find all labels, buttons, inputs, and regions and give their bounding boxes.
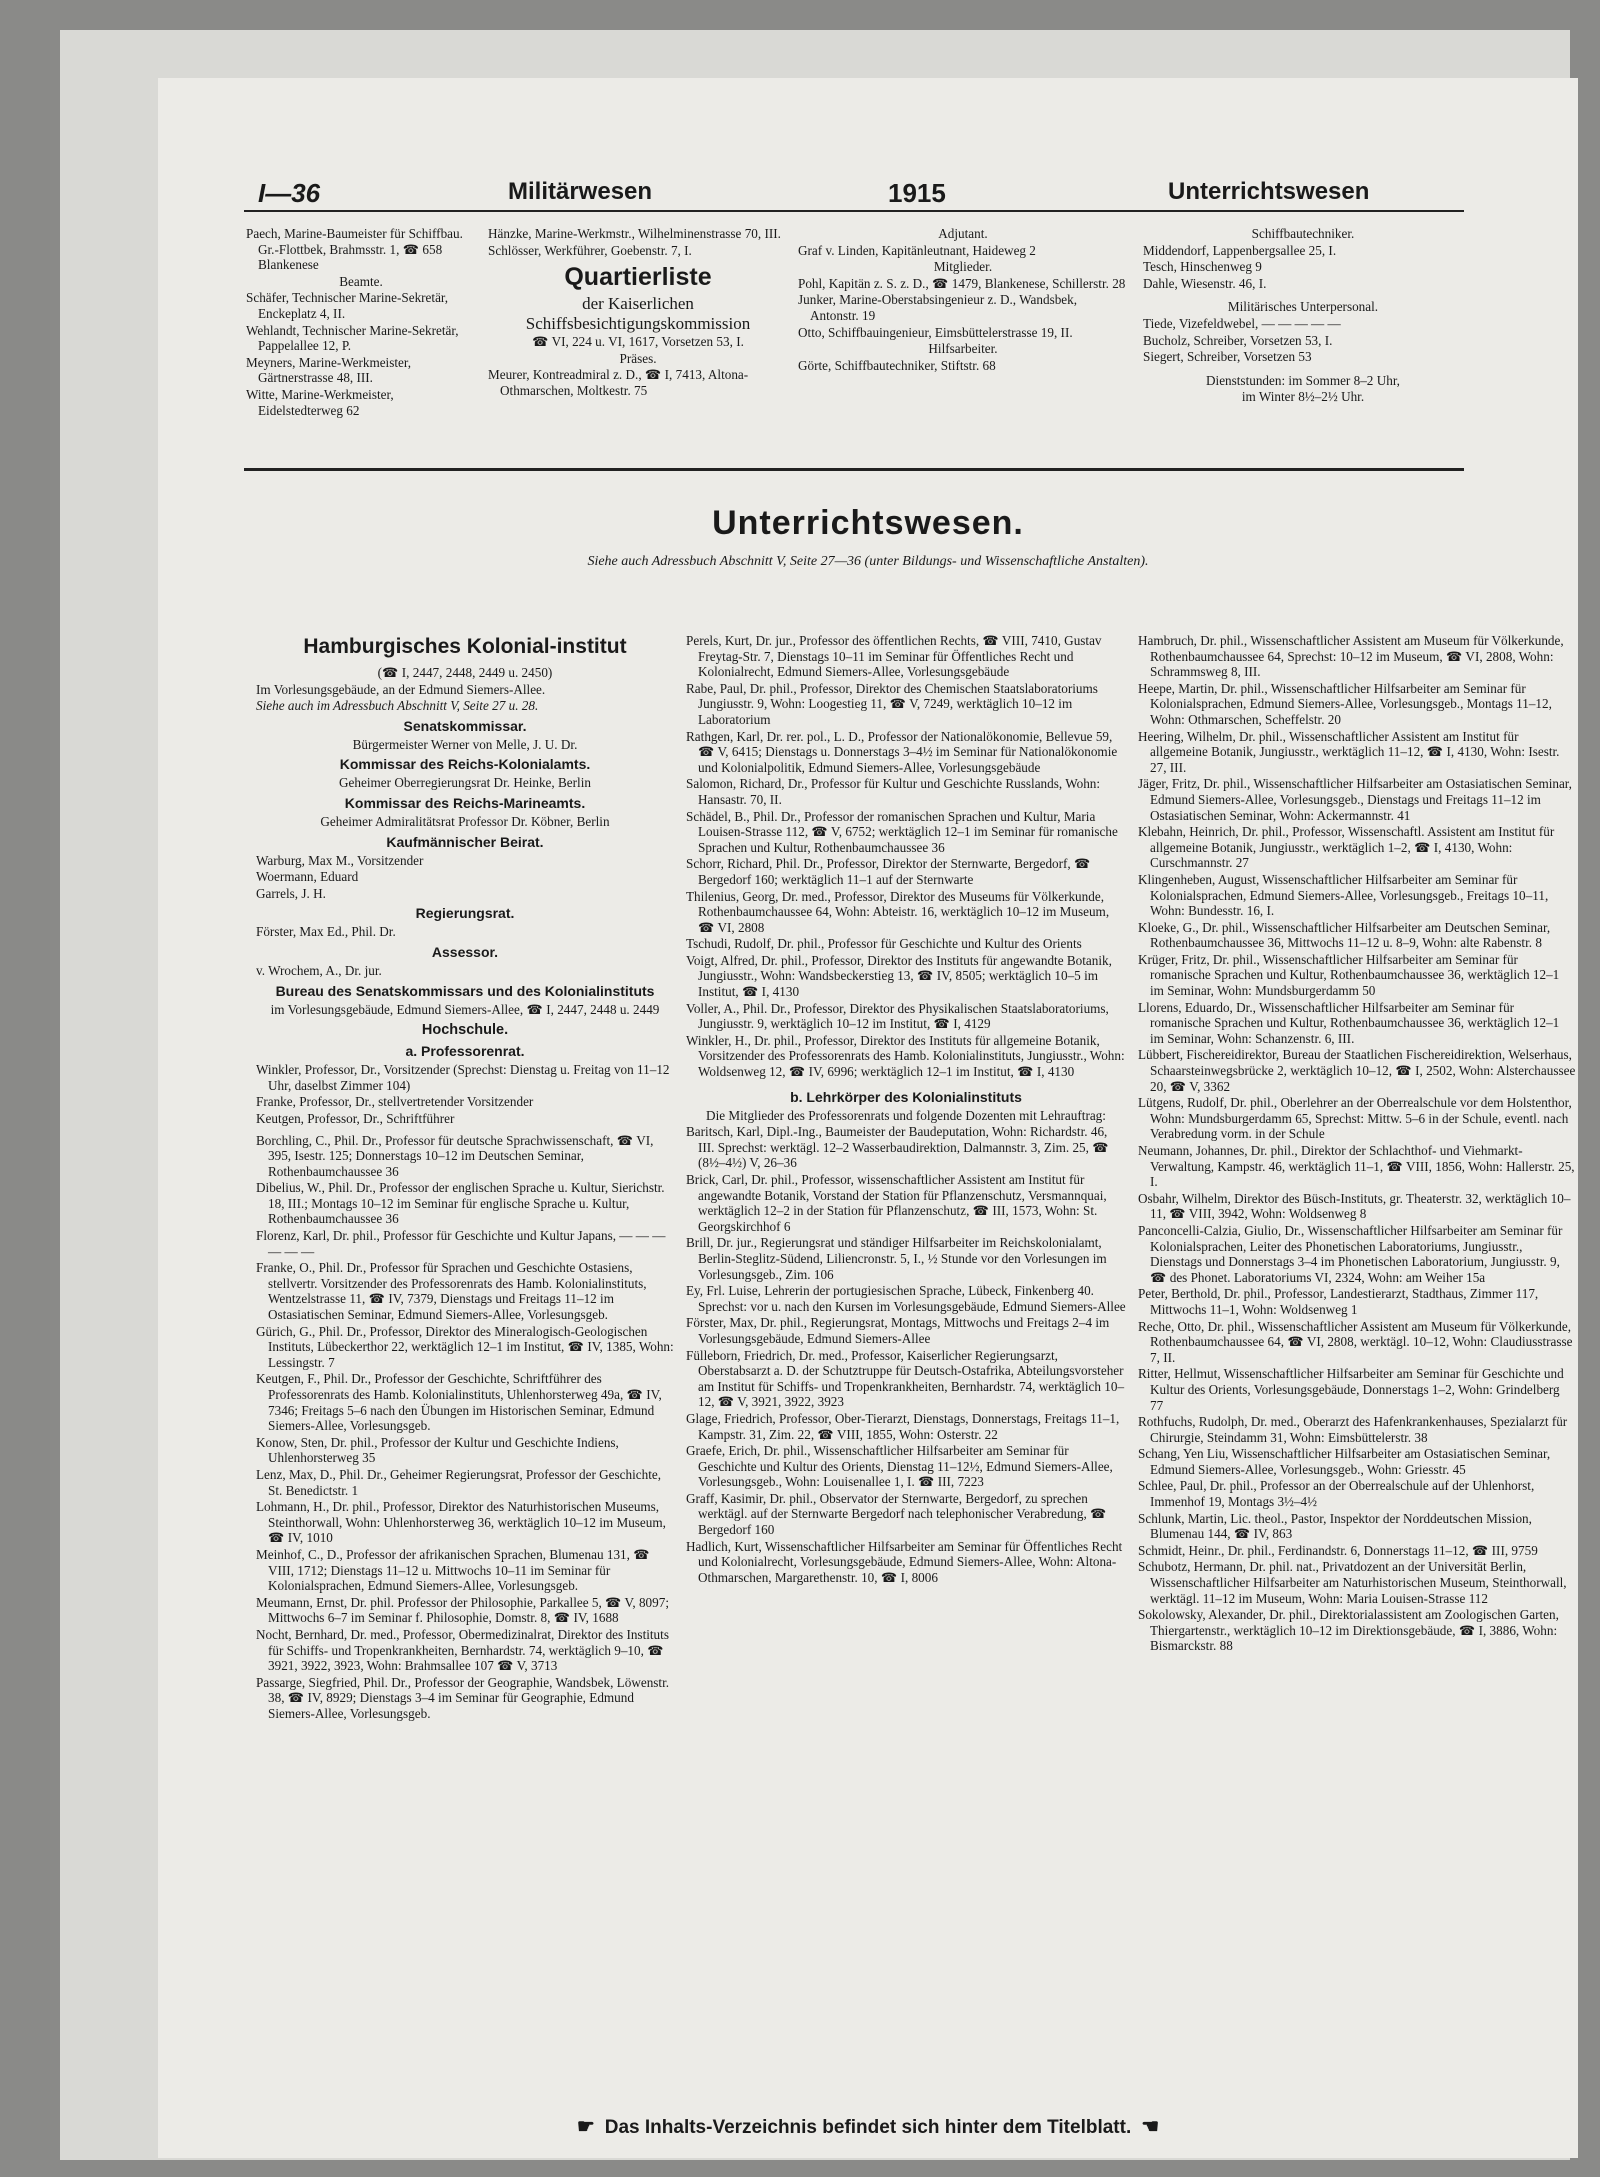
entry: Tesch, Hinschenweg 9	[1143, 259, 1262, 275]
entry: Bucholz, Schreiber, Vorsetzen 53, I.	[1143, 332, 1333, 348]
entry: Baritsch, Karl, Dipl.-Ing., Baumeister der Baudeputation, Wohn: Richardstr. 46, III. Sprechst: werktägl. 12–2 Wasserbaudirektion, Dalmannstr. 3, Zim. 25, ☎ (8½–4½) V, 26–36	[686, 1124, 1109, 1171]
entry: Klebahn, Heinrich, Dr. phil., Professor, Wissenschaftl. Assistent am Institut für allgemeine Botanik, Jungiusstr., werktäglich 1–2, ☎ I, 4130, Wohn: Curschmannstr. 27	[1138, 824, 1555, 871]
entry: Keutgen, Professor, Dr., Schriftführer	[256, 1110, 455, 1126]
entry: Jäger, Fritz, Dr. phil., Wissenschaftlicher Hilfsarbeiter am Ostasiatischen Seminar, Edmund Siemers-Allee, Vorlesungsgeb., Dienstags und Freitags 11–12 im Ostasiatischen Seminar, Wohn: Ackermannstr. 41	[1138, 776, 1572, 823]
entry: Rothfuchs, Rudolph, Dr. med., Oberarzt des Hafenkrankenhauses, Spezialarzt für Chirurgie, Steindamm 31, Wohn: Eimsbüttelerstr. 38	[1138, 1414, 1568, 1445]
entry: Graefe, Erich, Dr. phil., Wissenschaftlicher Hilfsarbeiter am Seminar für Geschichte und Kultur des Orients, Dienstag 11–12½, Edmund Siemers-Allee, Vorlesungsgeb., Wohn: Louisenallee 1, I. ☎ III, 7223	[686, 1443, 1113, 1490]
entry: Schmidt, Heinr., Dr. phil., Ferdinandstr. 6, Donnerstags 11–12, ☎ III, 9759	[1138, 1542, 1538, 1558]
top-column-3	[798, 226, 1128, 374]
entry: Hadlich, Kurt, Wissenschaftlicher Hilfsarbeiter am Seminar für Öffentliches Recht und Kolonialrecht, Vorlesungsgebäude, Edmund Siemers-Allee, Wohn: Altona-Othmarschen, Margarethenstr. 10, ☎ I, 8006	[686, 1538, 1123, 1585]
entry: Glage, Friedrich, Professor, Ober-Tierarzt, Dienstags, Donnerstags, Freitags 11–1, Kampstr. 31, Zim. 22, ☎ VIII, 1855, Wohn: Osterstr. 22	[686, 1410, 1120, 1442]
office-hours: im Winter 8½–2½ Uhr.	[1241, 389, 1365, 405]
subheading: Mitglieder.	[933, 259, 993, 275]
entry: Junker, Marine-Oberstabsingenieur z. D., Wandsbek, Antonstr. 19	[798, 292, 1078, 323]
section-rule	[244, 468, 1464, 471]
entry: Peter, Berthold, Dr. phil., Professor, Landestierarzt, Stadthaus, Zimmer 117, Mittwochs 11–1, Wohn: Woldsenweg 1	[1138, 1286, 1539, 1317]
entry: Geheimer Admiralitätsrat Professor Dr. Köbner, Berlin	[320, 813, 610, 829]
entry: Hambruch, Dr. phil., Wissenschaftlicher Assistent am Museum für Völkerkunde, Rothenbaumchaussee 64, Sprechst: 10–12 im Museum, ☎ VI, 2808, Wohn: Schrammsweg 8, III.	[1138, 633, 1564, 680]
entry: Lohmann, H., Dr. phil., Professor, Direktor des Naturhistorischen Museums, Steinthorwall, Wohn: Uhlenhorsterweg 36, werktäglich 10–12 im Museum, ☎ IV, 1010	[256, 1499, 666, 1546]
entry: Voigt, Alfred, Dr. phil., Professor, Direktor des Instituts für angewandte Botanik, Jungiusstr., Wohn: Wandsbeckerstieg 13, ☎ IV, 8505; werktäglich 10–5 im Institut, ☎ I, 4130	[686, 952, 1112, 1000]
subheading: Schiffbautechniker.	[1251, 226, 1355, 241]
footer-text: Das Inhalts-Verzeichnis befindet sich hinter dem Titelblatt.	[604, 2117, 1132, 2138]
subheading: Beamte.	[339, 273, 383, 289]
entry: Kloeke, G., Dr. phil., Wissenschaftlicher Hilfsarbeiter am Deutschen Seminar, Rothenbaumchaussee 36, Mittwochs 11–12 u. 8–9, Wohn: alte Rabenstr. 8	[1138, 919, 1551, 951]
entry: Görte, Schiffbautechniker, Stiftstr. 68	[798, 357, 996, 373]
office-hours: Dienststunden: im Sommer 8–2 Uhr,	[1206, 372, 1400, 388]
section-subtitle: Siehe auch Adressbuch Abschnitt V, Seite 27—36 (unter Bildungs- und Wissenschaftliche Anstalten).	[587, 554, 1149, 569]
page-number: I—36	[258, 178, 321, 208]
subheading: Hilfsarbeiter.	[928, 341, 998, 357]
entry: Meinhof, C., D., Professor der afrikanischen Sprachen, Blumenau 131, ☎ VIII, 1712; Dienstags 11–12 u. Mittwochs 10–11 im Seminar für Kolonialsprachen, Edmund Siemers-Allee, Vorlesungsgeb.	[256, 1546, 650, 1594]
entry: Paech, Marine-Baumeister für Schiffbau. Gr.-Flottbek, Brahmsstr. 1, ☎ 658 Blankenese	[246, 226, 463, 273]
entry: Garrels, J. H.	[256, 885, 326, 901]
entry: Meyners, Marine-Werkmeister, Gärtnerstrasse 48, III.	[246, 354, 412, 386]
entry: v. Wrochem, A., Dr. jur.	[256, 962, 382, 978]
institute-title: Hamburgisches Kolonial-institut	[303, 635, 627, 658]
entry: Passarge, Siegfried, Phil. Dr., Professor der Geographie, Wandsbek, Löwenstr. 38, ☎ IV, 8929; Dienstags 3–4 im Seminar für Geographie, Edmund Siemers-Allee, Vorlesungsgeb.	[256, 1674, 670, 1721]
section-title: Unterrichtswesen.	[712, 504, 1024, 542]
entry: Geheimer Oberregierungsrat Dr. Heinke, Berlin	[339, 775, 591, 791]
subheading: Militärisches Unterpersonal.	[1227, 299, 1379, 315]
entry: Schlösser, Werkführer, Goebenstr. 7, I.	[488, 242, 692, 258]
body-column-3	[1138, 633, 1576, 1655]
entry: Wehlandt, Technischer Marine-Sekretär, Pappelallee 12, P.	[246, 322, 459, 354]
entry: Siehe auch im Adressbuch Abschnitt V, Seite 27 u. 28.	[256, 698, 539, 714]
subheading: Präses.	[619, 350, 657, 366]
entry: Middendorf, Lappenbergsallee 25, I.	[1143, 242, 1337, 258]
entry: Lenz, Max, D., Phil. Dr., Geheimer Regierungsrat, Professor der Geschichte, St. Benedictstr. 1	[256, 1466, 662, 1498]
entry: Hänzke, Marine-Werkmstr., Wilhelminenstrasse 70, III.	[488, 226, 781, 241]
entry: Meurer, Kontreadmiral z. D., ☎ I, 7413, Altona-Othmarschen, Moltkestr. 75	[488, 367, 749, 398]
entry: Brick, Carl, Dr. phil., Professor, wissenschaftlicher Assistent am Institut für angewandte Botanik, Vorstand der Station für Pflanzenschutz, Versmannquai, werktäglich 12–2 in der Station für Pflanzenschutz, ☎ III, 1573, Wohn: St. Georgskirchhof 6	[686, 1172, 1107, 1234]
entry: Thilenius, Georg, Dr. med., Professor, Direktor des Museums für Völkerkunde, Rothenbaumchaussee 64, Wohn: Abteistr. 16, werktäglich 10–12 im Museum, ☎ VI, 2808	[686, 888, 1110, 935]
running-head	[158, 178, 1578, 218]
intro: Die Mitglieder des Professorenrats und folgende Dozenten mit Lehrauftrag:	[706, 1107, 1106, 1123]
entry: Schang, Yen Liu, Wissenschaftlicher Hilfsarbeiter am Ostasiatischen Seminar, Edmund Siemers-Allee, Vorlesungsgeb., Wohn: Griesstr. 45	[1138, 1446, 1551, 1477]
quartierliste-title: Quartierliste	[564, 263, 712, 292]
entry: Rathgen, Karl, Dr. rer. pol., L. D., Professor der Nationalökonomie, Bellevue 59, ☎ V, 6415; Dienstags u. Donnerstags 3–4½ im Seminar für Nationalökonomie und Kolonialpolitik, Edmund Siemers-Allee, Vorlesungsgebäude	[686, 728, 1118, 775]
entry: Graff, Kasimir, Dr. phil., Observator der Sternwarte, Bergedorf, zu sprechen werktägl. auf der Sternwarte Bergedorf nach telephonischer Verabredung, ☎ Bergedorf 160	[686, 1490, 1107, 1538]
entry: Ey, Frl. Luise, Lehrerin der portugiesischen Sprache, Lübeck, Finkenberg 40. Sprechst: vor u. nach den Kursen im Vorlesungsgebäude, Edmund Siemers-Allee	[686, 1283, 1126, 1314]
entry: Meumann, Ernst, Dr. phil. Professor der Philosophie, Parkallee 5, ☎ V, 8097; Mittwochs 6–7 im Seminar f. Philosophie, Domstr. 8, ☎ IV, 1688	[256, 1594, 669, 1626]
body-column-2	[686, 633, 1126, 1586]
entry: Krüger, Fritz, Dr. phil., Wissenschaftlicher Hilfsarbeiter am Seminar für romanische Sprachen und Kultur, Rothenbaumchaussee 36, werktäglich 12–1 im Seminar, Wohn: Mundsburgerdamm 50	[1138, 951, 1560, 999]
entry: ☎ VI, 224 u. VI, 1617, Vorsetzen 53, I.	[532, 334, 744, 350]
entry: Borchling, C., Phil. Dr., Professor für deutsche Sprachwissenschaft, ☎ VI, 395, Isestr. 125; Donnerstags 10–12 im Deutschen Seminar, Rothenbaumchaussee 36	[256, 1132, 654, 1179]
entry: Siegert, Schreiber, Vorsetzen 53	[1143, 349, 1312, 365]
heading: Senatskommissar.	[403, 717, 527, 734]
entry: Llorens, Eduardo, Dr., Wissenschaftlicher Hilfsarbeiter am Seminar für romanische Sprachen und Kultur, Rothenbaumchaussee 36, werktäglich 12–1 im Seminar, Wohn: Schanzenstr. 6, III.	[1138, 999, 1560, 1046]
entry: Reche, Otto, Dr. phil., Wissenschaftlicher Assistent am Museum für Völkerkunde, Rothenbaumchaussee 64, ☎ VI, 2808, werktägl. 10–12, Wohn: Claudiusstrasse 7, II.	[1138, 1318, 1573, 1365]
entry: Schubotz, Hermann, Dr. phil. nat., Privatdozent an der Universität Berlin, Wissenschaftlicher Hilfsarbeiter am Naturhistorischen Museum, Steinthorwall, werktägl. 11–12 im Museum, Wohn: Maria Louisen-Strasse 112	[1138, 1559, 1567, 1606]
entry: Graf v. Linden, Kapitänleutnant, Haideweg 2	[798, 242, 1036, 258]
entry: Konow, Sten, Dr. phil., Professor der Kultur und Geschichte Indiens, Uhlenhorsterweg 35	[256, 1434, 619, 1466]
entry: Schorr, Richard, Phil. Dr., Professor, Direktor der Sternwarte, Bergedorf, ☎ Bergedorf 160; werktäglich 11–1 auf der Sternwarte	[686, 856, 1091, 887]
entry: Dibelius, W., Phil. Dr., Professor der englischen Sprache u. Kultur, Sierichstr. 18, III.; Montags 10–12 im Seminar für englische Sprache u. Kultur, Rothenbaumchaussee 36	[256, 1180, 665, 1227]
entry: Förster, Max Ed., Phil. Dr.	[256, 924, 396, 940]
entry: Dahle, Wiesenstr. 46, I.	[1143, 275, 1267, 291]
pointing-hand-left-icon: ☚	[1141, 2116, 1160, 2138]
entry: Heepe, Martin, Dr. phil., Wissenschaftlicher Hilfsarbeiter am Seminar für Kolonialsprachen, Edmund Siemers-Allee, Vorlesungsgeb., Montags 11–12, Wohn: Othmarschen, Scheffelstr. 20	[1138, 680, 1552, 727]
entry: im Vorlesungsgebäude, Edmund Siemers-Allee, ☎ I, 2447, 2448 u. 2449	[270, 1001, 660, 1017]
entry: Fülleborn, Friedrich, Dr. med., Professor, Kaiserlicher Regierungsarzt, Oberstabsarzt a. D. der Schutztruppe für Deutsch-Ostafrika, Abteilungsvorsteher am Institut für Schiffs- und Tropenkrankheiten, Bernhardstr. 74, werktäglich 10–12, ☎ V, 3921, 3922, 3923	[686, 1347, 1125, 1410]
heading: Kommissar des Reichs-Marineamts.	[344, 794, 586, 811]
right-section-title: Unterrichtswesen	[1168, 178, 1370, 205]
entry: Rabe, Paul, Dr. phil., Professor, Direktor des Chemischen Staatslaboratoriums Jungiusstr. 9, Wohn: Loogestieg 11, ☎ V, 7249, werktäglich 10–12 im Laboratorium	[686, 680, 1098, 727]
left-section-title: Militärwesen	[508, 178, 653, 205]
entry: Tschudi, Rudolf, Dr. phil., Professor für Geschichte und Kultur des Orients	[686, 936, 1082, 952]
body-column-1	[256, 633, 674, 1722]
year: 1915	[888, 178, 946, 208]
entry: Schlunk, Martin, Lic. theol., Pastor, Inspektor der Norddeutschen Mission, Blumenau 144, ☎ IV, 863	[1138, 1510, 1532, 1542]
entry: Otto, Schiffbauingenieur, Eimsbüttelerstrasse 19, II.	[798, 324, 1073, 340]
entry: Schädel, B., Phil. Dr., Professor der romanischen Sprachen und Kultur, Maria Louisen-Strasse 112, ☎ V, 6752; werktäglich 12–1 im Seminar für romanische Sprachen und Kultur, Rothenbaumchaussee 36	[686, 808, 1118, 855]
top-column-2	[488, 226, 788, 400]
quartierliste-subtitle-1: der Kaiserlichen	[582, 294, 694, 314]
entry: Warburg, Max M., Vorsitzender	[256, 852, 424, 868]
entry: Gürich, G., Phil. Dr., Professor, Direktor des Mineralogisch-Geologischen Instituts, Lübeckerthor 22, werktäglich 12–1 im Institut, ☎ IV, 1385, Wohn: Lessingstr. 7	[256, 1323, 674, 1370]
entry: Klingenheben, August, Wissenschaftlicher Hilfsarbeiter am Seminar für Kolonialsprachen, Edmund Siemers-Allee, Vorlesungsgeb., Freitags 10–11, Wohn: Bundesstr. 16, I.	[1138, 871, 1549, 919]
entry: Winkler, Professor, Dr., Vorsitzender (Sprechst: Dienstag u. Freitag von 11–12 Uhr, daselbst Zimmer 104)	[256, 1062, 670, 1093]
entry: Salomon, Richard, Dr., Professor für Kultur und Geschichte Russlands, Wohn: Hansastr. 70, II.	[686, 776, 1101, 807]
entry: Brill, Dr. jur., Regierungsrat und ständiger Hilfsarbeiter im Reichskolonialamt, Berlin-Steglitz-Südend, Liliencronstr. 5, I., ½ Stunde vor den Vorlesungen im Vorlesungsgeb., Zim. 106	[686, 1235, 1107, 1282]
entry: Voller, A., Phil. Dr., Professor, Direktor des Physikalischen Staatslaboratoriums, Jungiusstr. 9, werktäglich 10–12 im Institut, ☎ I, 4129	[686, 1000, 1109, 1032]
entry: Tiede, Vizefeldwebel, — — — — —	[1143, 315, 1341, 331]
entry: Florenz, Karl, Dr. phil., Professor für Geschichte und Kultur Japans, — — — — — —	[256, 1228, 666, 1259]
entry: Schäfer, Technischer Marine-Sekretär, Enckeplatz 4, II.	[246, 290, 449, 321]
entry: Witte, Marine-Werkmeister, Eidelstedterweg 62	[246, 386, 394, 418]
top-column-1	[246, 226, 476, 419]
entry: Panconcelli-Calzia, Giulio, Dr., Wissenschaftlicher Hilfsarbeiter am Seminar für Kolonialsprachen, Leiter des Phonetischen Laboratoriums, Jungiusstr., Dienstags und Donnerstags 3–4 im Phonetischen Laboratorium, Jungiusstr. 9, ☎ des Phonet. Laboratoriums VI, 2324, Wohn: am Weiher 15a	[1138, 1222, 1563, 1285]
entry: Franke, O., Phil. Dr., Professor für Sprachen und Geschichte Ostasiens, stellvertr. Vorsitzender des Professorenrats des Hamb. Kolonialinstituts, Wentzelstrasse 11, ☎ IV, 7379, Dienstags und Freitags 11–12 im Ostasiatischen Seminar, Edmund Siemers-Allee, Vorlesungsgeb.	[256, 1260, 647, 1323]
top-column-4	[1143, 226, 1463, 406]
header-rule	[244, 210, 1464, 212]
heading: Kaufmännischer Beirat.	[386, 833, 544, 850]
entry: Winkler, H., Dr. phil., Professor, Direktor des Instituts für allgemeine Botanik, Vorsitzender des Professorenrats des Hamb. Kolonialinstituts, Jungiusstr., Wohn: Woldsenweg 12, ☎ IV, 6996; werktäglich 12–1 im Institut, ☎ I, 4130	[686, 1032, 1125, 1080]
entry: Im Vorlesungsgebäude, an der Edmund Siemers-Allee.	[256, 681, 546, 697]
entry: Pohl, Kapitän z. S. z. D., ☎ 1479, Blankenese, Schillerstr. 28	[798, 275, 1126, 291]
heading: a. Professorenrat.	[405, 1043, 525, 1060]
subheading: Adjutant.	[938, 226, 988, 241]
heading: Regierungsrat.	[415, 905, 515, 922]
entry: Lübbert, Fischereidirektor, Bureau der Staatlichen Fischereidirektion, Welserhaus, Schaarsteinwegsbrücke 2, werktäglich 10–12, ☎ I, 2502, Wohn: Alsterchaussee 20, ☎ V, 3362	[1138, 1047, 1576, 1094]
entry: Franke, Professor, Dr., stellvertretender Vorsitzender	[256, 1094, 534, 1110]
footer-note	[158, 2114, 1578, 2139]
entry: Keutgen, F., Phil. Dr., Professor der Geschichte, Schriftführer des Professorenrats des Hamb. Kolonialinstituts, Uhlenhorsterweg 49a, ☎ IV, 7346; Freitags 5–6 nach den Übungen im Historischen Seminar, Edmund Siemers-Allee, Vorlesungsgeb.	[256, 1371, 662, 1434]
entry: Woermann, Eduard	[256, 869, 359, 885]
entry: Nocht, Bernhard, Dr. med., Professor, Obermedizinalrat, Direktor des Instituts für Schiffs- und Tropenkrankheiten, Bernhardstr. 74, werktäglich 9–10, ☎ 3921, 3922, 3923, Wohn: Brahmsallee 107 ☎ V, 3713	[256, 1626, 669, 1674]
heading: Assessor.	[431, 943, 499, 960]
quartierliste-subtitle-2: Schiffsbesichtigungskommission	[525, 314, 751, 334]
entry: Osbahr, Wilhelm, Direktor des Büsch-Instituts, gr. Theaterstr. 32, werktäglich 10–11, ☎ VIII, 3942, Wohn: Woldsenweg 8	[1138, 1190, 1571, 1222]
entry: Ritter, Hellmut, Wissenschaftlicher Hilfsarbeiter am Seminar für Geschichte und Kultur des Orients, Vorlesungsgebäude, Donnerstags 1–2, Wohn: Grindelberg 77	[1138, 1366, 1564, 1413]
paper-sheet	[60, 30, 1576, 2160]
heading: Kommissar des Reichs-Kolonialamts.	[339, 756, 591, 773]
page	[158, 78, 1578, 2158]
entry: Sokolowsky, Alexander, Dr. phil., Direktorialassistent am Zoologischen Garten, Thiergartenstr., werktäglich 10–12 im Direktionsgebäude, ☎ I, 3886, Wohn: Bismarckstr. 88	[1138, 1607, 1559, 1654]
entry: Förster, Max, Dr. phil., Regierungsrat, Montags, Mittwochs und Freitags 2–4 im Vorlesungsgebäude, Edmund Siemers-Allee	[686, 1315, 1110, 1346]
entry: Perels, Kurt, Dr. jur., Professor des öffentlichen Rechts, ☎ VIII, 7410, Gustav Freytag-Str. 7, Dienstags 10–11 im Seminar für Öffentliches Recht und Kolonialrecht, Edmund Siemers-Allee, Vorlesungsgebäude	[686, 633, 1102, 680]
institute-phone: (☎ I, 2447, 2448, 2449 u. 2450)	[377, 665, 553, 680]
heading: b. Lehrkörper des Kolonialinstituts	[790, 1088, 1022, 1105]
entry: Schlee, Paul, Dr. phil., Professor an der Oberrealschule auf der Uhlenhorst, Immenhof 19, Montags 3½–4½	[1138, 1478, 1535, 1510]
entry: Lütgens, Rudolf, Dr. phil., Oberlehrer an der Oberrealschule vor dem Holstenthor, Wohn: Mundsburgerdamm 65, Sprechst: Mittw. 5–6 in der Schule, eventl. nach Verabredung vorm. in der Schule	[1138, 1095, 1572, 1142]
entry: Bürgermeister Werner von Melle, J. U. Dr.	[352, 736, 578, 752]
heading: Hochschule.	[421, 1022, 509, 1039]
heading: Bureau des Senatskommissars und des Kolonialinstituts	[275, 982, 655, 999]
entry: Heering, Wilhelm, Dr. phil., Wissenschaftlicher Assistent am Institut für allgemeine Botanik, Jungiusstr., werktäglich 11–12, ☎ I, 4130, Wohn: Isestr. 27, III.	[1138, 728, 1560, 775]
entry: Neumann, Johannes, Dr. phil., Direktor der Schlachthof- und Viehmarkt-Verwaltung, Kampstr. 46, werktäglich 11–1, ☎ VIII, 1856, Wohn: Hallerstr. 25, I.	[1138, 1143, 1575, 1190]
pointing-hand-right-icon: ☛	[576, 2116, 595, 2138]
